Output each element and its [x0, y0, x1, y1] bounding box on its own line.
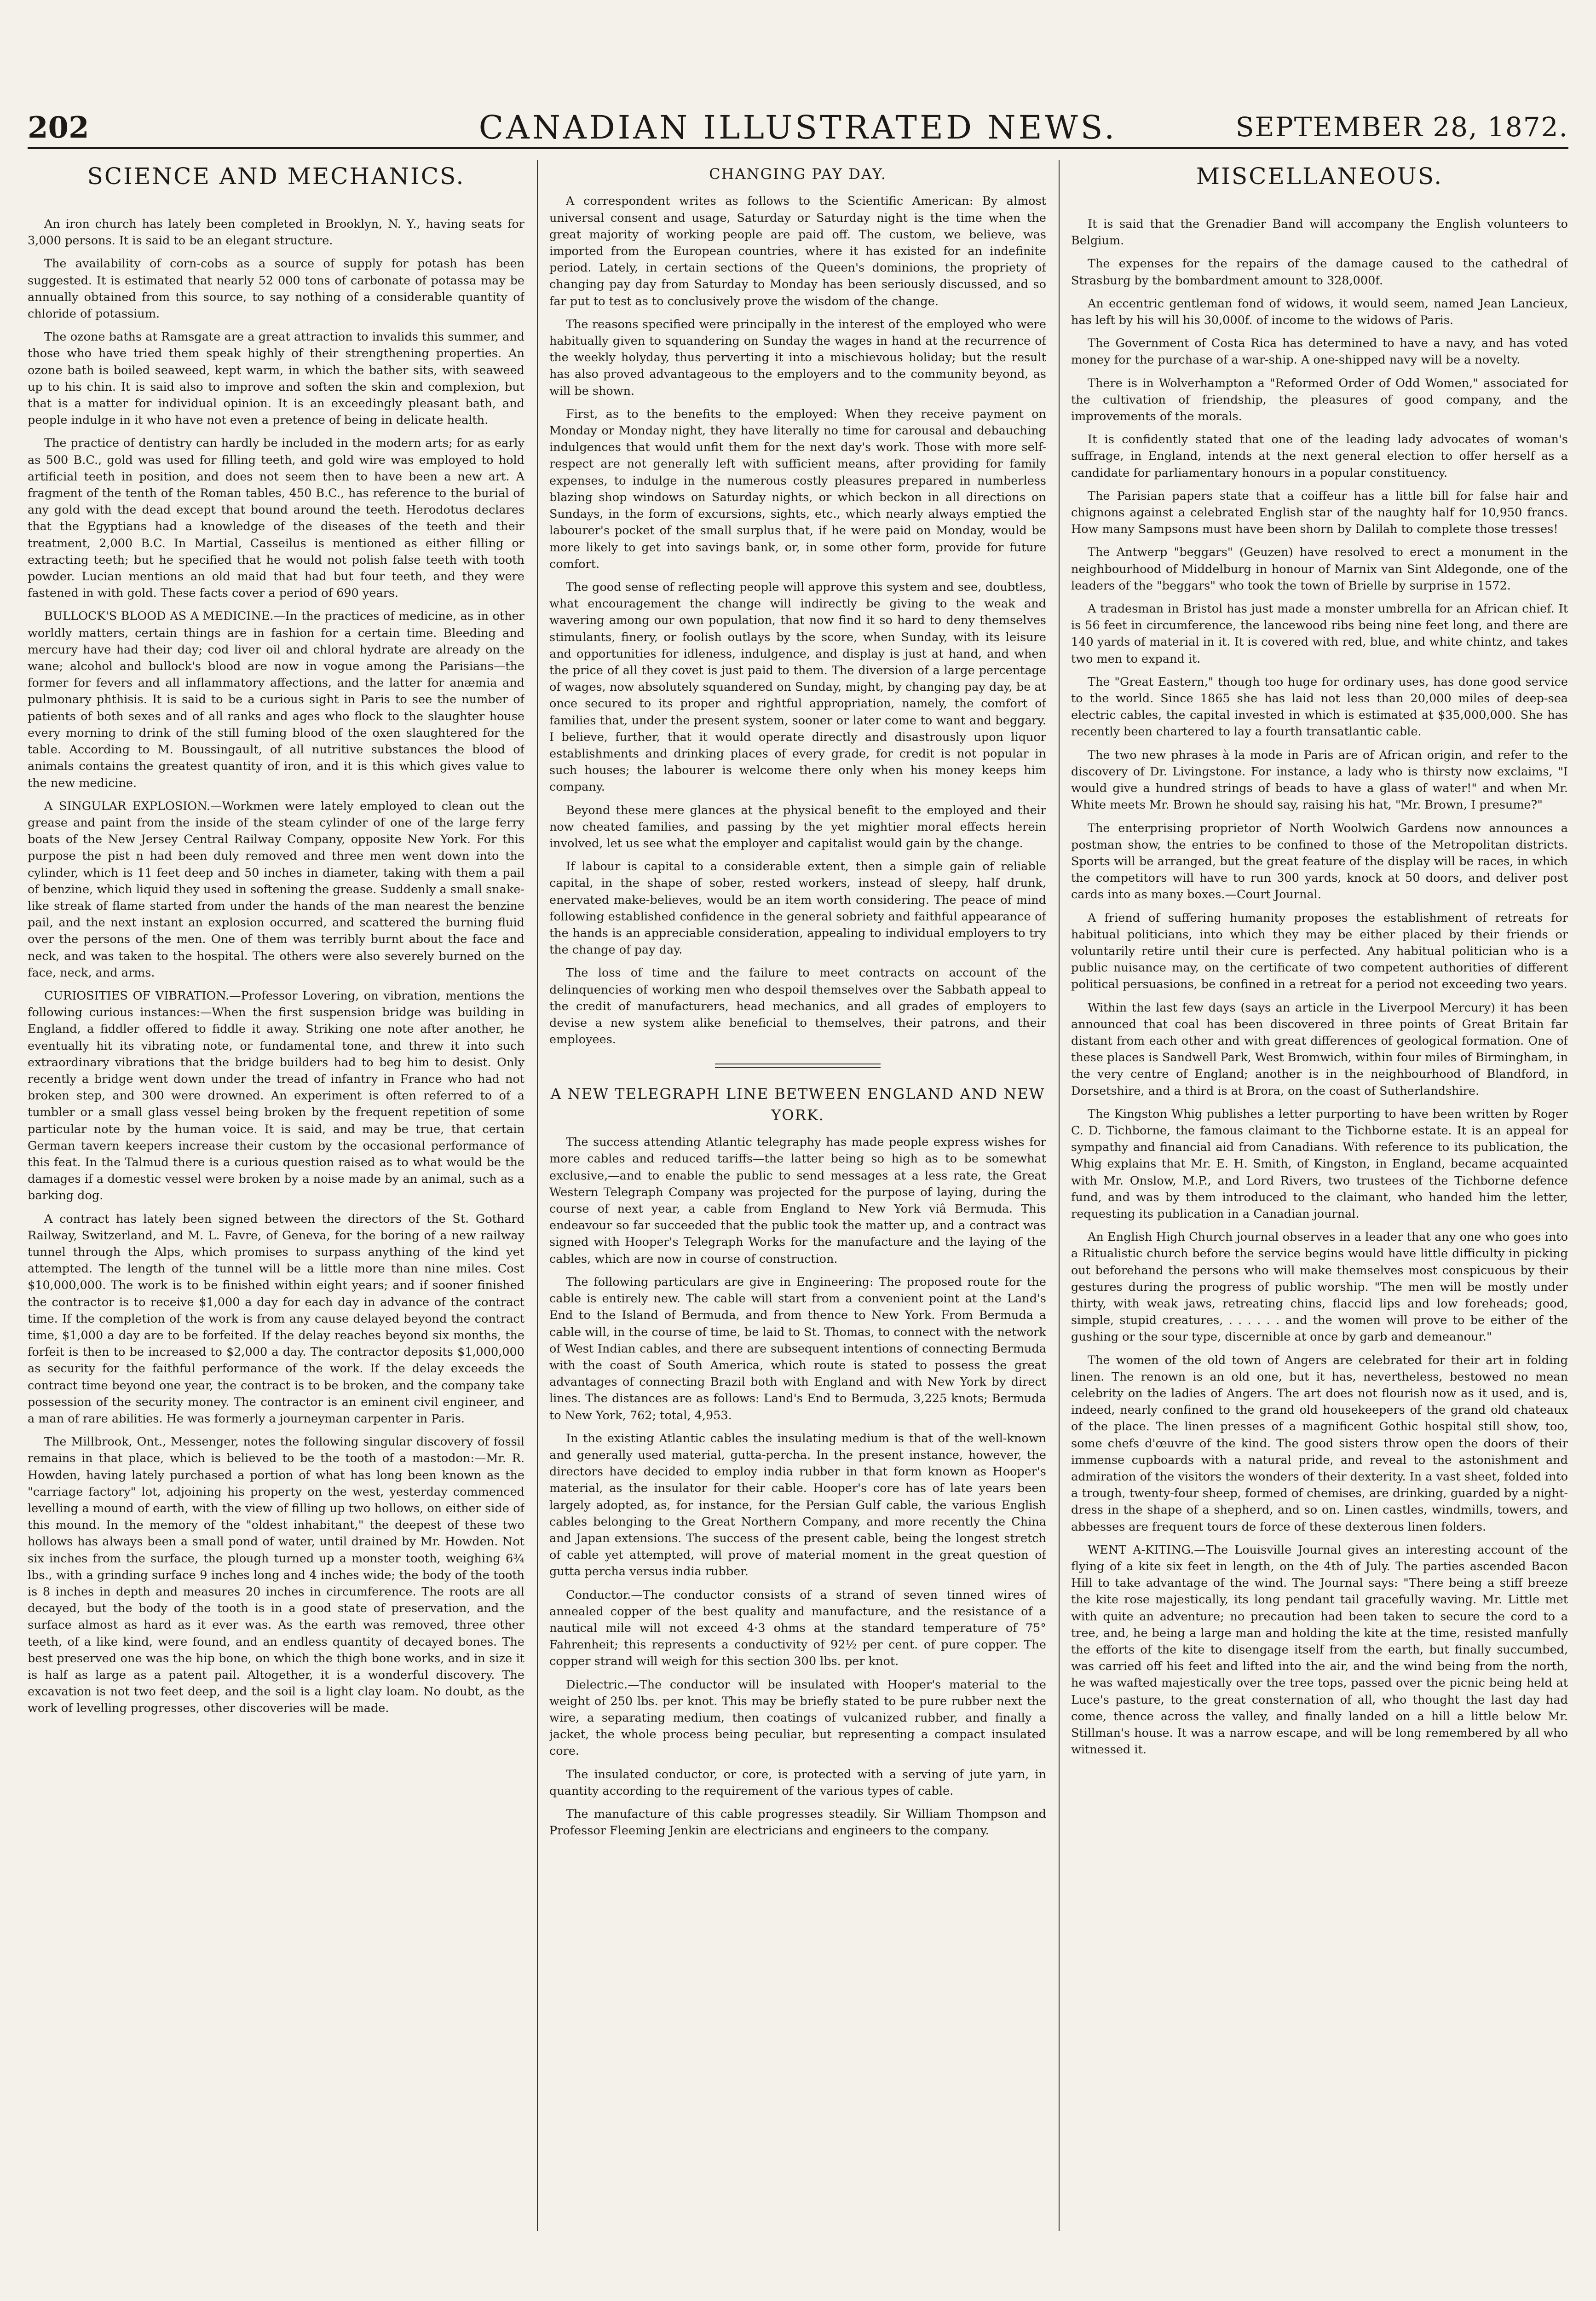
paragraph: The Millbrook, Ont., Messenger, notes the following singular discovery of fossil remains in that place, which is believed to be the tooth of a mastodon:—Mr. R. Howden, having lately purchased a portion of what has long been known as the "carriage factory" lot, adjoining his property on the west, yesterday commenced levelling a mound of earth, with the view of filling up two hollows, on either side of this mound. In the memory of the "oldest inhabitant," the deepest of these two hollows has always been a small pond of water, until drained by Mr. Howden. Not six inches from the surface, the plough turned up a monster tooth, weighing 6¾ lbs., with a grinding surface 9 inches long and 4 inches wide; the body of the tooth is 8 inches in depth and measures 20 inches in circumference. The roots are all decayed, but the body of the tooth is in a good state of preservation, and the surface almost as hard as it ever was. As the earth was removed, three other teeth, of a like kind, were found, and an endless quantity of decayed bones. The best preserved one was the hip bone, on which the thigh bone works, and in size it is half as large as a patent pail. Altogether, it is a wonderful discovery. The excavation is not two feet deep, and the soil is a light clay loam. No doubt, as the work of levelling progresses, other discoveries will be made. [28, 1435, 524, 1716]
column-science [28, 160, 524, 2231]
column-pay-day [549, 160, 1046, 2231]
paragraph: CURIOSITIES OF VIBRATION.—Professor Lovering, on vibration, mentions the following curious instances:—When the first suspension bridge was building in England, a fiddler offered to fiddle it away. Striking one note after another, he eventually hit its vibrating note, or fundamental tone, and threw it into such extraordinary vibrations that the bridge builders had to beg him to desist. Only recently a bridge went down under the tread of infantry in France who had not broken step, and 300 were drowned. An experiment is often referred to of a tumbler or a small glass vessel being broken by the frequent repetition of some particular note by the human voice. It is said, and may be true, that certain German tavern keepers increase their custom by the occasional performance of this feat. In the Talmud there is a curious question raised as to what would be the damages if a domestic vessel were broken by a noise made by an animal, such as a barking dog. [28, 989, 524, 1203]
paragraph: Dielectric.—The conductor will be insulated with Hooper's material to the weight of 250 lbs. per knot. This may be briefly stated to be pure rubber next the wire, a separating medium, then coatings of vulcanized rubber, and finally a jacket, the whole process being peculiar, but representing a compact insulated core. [549, 1677, 1046, 1758]
article-body [549, 1134, 1046, 1839]
paragraph: Conductor.—The conductor consists of a strand of seven tinned wires of annealed copper of the best quality and manufacture, and the resistance of a nautical mile will not exceed 4·3 ohms at the standard temperature of 75° Fahrenheit; this represents a conductivity of 92½ per cent. of pure copper. The copper strand will weigh for this section 300 lbs. per knot. [549, 1588, 1046, 1669]
paragraph: It is said that the Grenadier Band will accompany the English volunteers to Belgium. [1071, 217, 1568, 248]
paragraph: If labour is capital to a considerable extent, then a simple gain of reliable capital, in the shape of sober, rested workers, instead of sleepy, half drunk, enervated make-believes, would be an item worth considering. The peace of mind following established confidence in the general sobriety and faithful appearance of the hands is an appreciable consideration, appealing to individual employers to try the change of pay day. [549, 860, 1046, 957]
article-separator [715, 1064, 881, 1068]
paragraph: The Government of Costa Rica has determined to have a navy, and has voted money for the purchase of a war-ship. A one-shipped navy will be a novelty. [1071, 336, 1568, 367]
paragraph: The following particulars are give in Engineering: The proposed route for the cable is entirely new. The cable will start from a convenient point at the Land's End to the Island of Bermuda, and from thence to New York. From Bermuda a cable will, in the course of time, be laid to St. Thomas, to connect with the network of West Indian cables, and there are subsequent intentions of connecting Bermuda with the coast of South America, which route is stated to possess the great advantages of connecting Brazil both with England and with New York by direct lines. The distances are as follows: Land's End to Bermuda, 3,225 knots; Bermuda to New York, 762; total, 4,953. [549, 1275, 1046, 1422]
paragraph: The good sense of reflecting people will approve this system and see, doubtless, what encouragement the change will indirectly be giving to the weak and wavering among our own population, that now find it so hard to deny themselves stimulants, finery, or foolish outlays by the score, when Sunday, with its leisure and opportunities for idleness, indulgence, and display is just at hand, and when the price of all they covet is just paid to them. The diversion of a large percentage of wages, now absolutely squandered on Sunday, might, by changing pay day, be at once secured to its proper and rightful appropriation, namely, the comfort of families that, under the present system, sooner or later come to want and beggary. I believe, further, that it would operate directly and disastrously upon liquor establishments and drinking places of every grade, for credit is not popular in such houses; the labourer is welcome there only when his money keeps him company. [549, 580, 1046, 794]
article-body [549, 193, 1046, 1048]
page-number: 202 [28, 110, 89, 145]
paragraph: The Antwerp "beggars" (Geuzen) have resolved to erect a monument in the neighbourhood of Middelburg in honour of Marnix van Sint Aldegonde, one of the leaders of the "beggars" who took the town of Brielle by surprise in 1572. [1071, 545, 1568, 593]
paragraph: An iron church has lately been completed in Brooklyn, N. Y., having seats for 3,000 persons. It is said to be an elegant structure. [28, 217, 524, 248]
newspaper-page [28, 106, 1568, 2232]
section-heading: CHANGING PAY DAY. [709, 165, 887, 183]
paragraph: A friend of suffering humanity proposes the establishment of retreats for habitual politicians, into which they may be either placed by their friends or voluntarily retire until their cure is perfected. Any habitual politician who is a public nuisance may, on the certificate of two competent authorities of different political persuasions, be confined in a retreat for a period not exceeding two years. [1071, 911, 1568, 992]
paragraph: The Kingston Whig publishes a letter purporting to have been written by Roger C. D. Tichborne, the famous claimant to the Tichborne estate. It is an appeal for sympathy and financial aid from Canadians. With reference to its publication, the Whig explains that Mr. E. H. Smith, of Kingston, in England, became acquainted with Mr. Onslow, M.P., and Lord Rivers, two trustees of the Tichborne defence fund, and was by them introduced to the claimant, who handed him the letter, requesting its publication in a Canadian journal. [1071, 1107, 1568, 1221]
paragraph: The success attending Atlantic telegraphy has made people express wishes for more cables and reduced tariffs—the latter being so high as to be somewhat exclusive,—and to enable the public to send messages at a less rate, the Great Western Telegraph Company was projected for the purpose of laying, during the course of next year, a cable from England to New York viâ Bermuda. This endeavour so far succeeded that the public took the matter up, and a contract was signed with Hooper's Telegraph Works for the manufacture and the laying of the cables, which are now in course of construction. [549, 1135, 1046, 1266]
section-heading: SCIENCE AND MECHANICS. [87, 163, 465, 190]
paragraph: An English High Church journal observes in a leader that any one who goes into a Ritualistic church before the service begins would have little difficulty in picking out beforehand the persons who will make themselves most conspicuous by their gestures during the progress of public worship. "The men will be mostly under thirty, with weak jaws, retreating chins, flaccid lips and low foreheads; good, simple, stupid creatures, . . . . . . and the women will prove to be either of the gushing or the sour type, discernible at once by garb and demeanour." [1071, 1230, 1568, 1344]
paragraph: The Parisian papers state that a coiffeur has a little bill for false hair and chignons against a celebrated English star of the naughty half for 10,950 francs. How many Sampsons must have been shorn by Dalilah to complete those tresses! [1071, 489, 1568, 537]
article-body [28, 216, 524, 1717]
masthead [28, 106, 1568, 149]
section-heading: MISCELLANEOUS. [1196, 163, 1443, 190]
columns [28, 160, 1568, 2231]
section-subheading: A NEW TELEGRAPH LINE BETWEEN ENGLAND AND NEW YORK. [550, 1085, 1045, 1124]
paragraph: A tradesman in Bristol has just made a monster umbrella for an African chief. It is 56 feet in circumference, the lancewood ribs being nine feet long, and there are 140 yards of material in it. It is covered with red, blue, and white chintz, and takes two men to expand it. [1071, 602, 1568, 666]
article-body [1071, 216, 1568, 1758]
paragraph: The loss of time and the failure to meet contracts on account of the delinquencies of working men who despoil themselves over the Sabbath appeal to the credit of manufacturers, head mechanics, and all grades of employers to devise a new system alike beneficial to themselves, their patrons, and their employees. [549, 966, 1046, 1047]
paragraph: Within the last few days (says an article in the Liverpool Mercury) it has been announced that coal has been discovered in three points of Great Britain far distant from each other and with great differences of geological formation. One of these places is Sandwell Park, West Bromwich, within four miles of Birmingham, in the very centre of England; another is in the neighbourhood of Blandford, in Dorsetshire, and a third is at Brora, on the coast of Sutherlandshire. [1071, 1000, 1568, 1098]
newspaper-title: CANADIAN ILLUSTRATED NEWS. [478, 109, 1118, 146]
paragraph: WENT A-KITING.—The Louisville Journal gives an interesting account of the flying of a kite six feet in length, on the 4th of July. The parties ascended Bacon Hill to take advantage of the wind. The Journal says: "There being a stiff breeze the kite rose majestically, its long pendant tail gracefully waving. Mr. Little met with quite an adventure; no precaution had been taken to secure the cord to a tree, and, he being a large man and holding the kite at the time, resisted manfully the efforts of the kite to disengage itself from the earth, but finally succumbed, was carried off his feet and lifted into the air, and the wind being from the north, he was wafted majestically over the tree tops, passed over the picnic being held at Luce's pasture, to the great consternation of all, who thought the last day had come, thence across the valley, and finally landed on a hill a little below Mr. Stillman's house. It was a narrow escape, and will be long remembered by all who witnessed it. [1071, 1543, 1568, 1757]
paragraph: The practice of dentistry can hardly be included in the modern arts; for as early as 500 B.C., gold was used for filling teeth, and gold wire was employed to hold artificial teeth in position, and does not seem then to have been a new art. A fragment of the tenth of the Roman tables, 450 B.C., has reference to the burial of any gold with the dead except that bound around the teeth. Herodotus declares that the Egyptians had a knowledge of the diseases of the teeth and their treatment, 2,000 B.C. In Martial, Casseilus is mentioned as either filling or extracting teeth; but he specified that he would not polish false teeth with tooth powder. Lucian mentions an old maid that had but four teeth, and they were fastened in with gold. These facts cover a period of 690 years. [28, 436, 524, 601]
paragraph: The manufacture of this cable progresses steadily. Sir William Thompson and Professor Fleeming Jenkin are electricians and engineers to the company. [549, 1807, 1046, 1838]
paragraph: The ozone baths at Ramsgate are a great attraction to invalids this summer, and those who have tried them speak highly of their strengthening properties. An ozone bath is boiled seaweed, kept warm, in which the bather sits, with seaweed up to his chin. It is said also to improve and soften the skin and complexion, but that is a matter for individual opinion. It is an exceedingly pleasant bath, and people indulge in it who have not even a pretence of being in delicate health. [28, 330, 524, 428]
paragraph: In the existing Atlantic cables the insulating medium is that of the well-known and generally used material, gutta-percha. In the present instance, however, the directors have decided to employ india rubber in that form known as Hooper's material, as the insulator for their cable. Hooper's core has of late years been largely adopted, as, for instance, for the Persian Gulf cable, the various English cables belonging to the Great Northern Company, and more recently the China and Japan extensions. The success of the present cable, being the longest stretch of cable yet attempted, will prove of material moment in the great question of gutta percha versus india rubber. [549, 1431, 1046, 1579]
paragraph: The insulated conductor, or core, is protected with a serving of jute yarn, in quantity according to the requirement of the various types of cable. [549, 1767, 1046, 1798]
paragraph: A contract has lately been signed between the directors of the St. Gothard Railway, Switzerland, and M. L. Favre, of Geneva, for the boring of a new railway tunnel through the Alps, which promises to surpass anything of the kind yet attempted. The length of the tunnel will be a little more than nine miles. Cost $10,000,000. The work is to be finished within eight years; and if sooner finished the contractor is to receive $1,000 a day for each day in advance of the contract time. If the completion of the work is from any cause delayed beyond the contract time, $1,000 a day are to be forfeited. If the delay reaches beyond six months, the forfeit is then to be increased to $2,000 a day. The contractor deposits $1,000,000 as security for the faithful performance of the work. If the delay exceeds the contract time beyond one year, the contract is to be broken, and the company take possession of the security money. The contractor is an eminent civil engineer, and a man of rare abilities. He was formerly a journeyman carpenter in Paris. [28, 1212, 524, 1426]
paragraph: The reasons specified were principally in the interest of the employed who were habitually given to squandering on Sunday the wages in hand at the recurrence of the weekly holyday, thus perverting it into a mischievous holiday; but the result has also proved advantageous to the employers and to the community beyond, as will be shown. [549, 317, 1046, 398]
paragraph: The "Great Eastern," though too huge for ordinary uses, has done good service to the world. Since 1865 she has laid not less than 20,000 miles of deep-sea electric cables, the capital invested in which is estimated at $35,000,000. She has recently been chartered to lay a fourth transatlantic cable. [1071, 675, 1568, 739]
paragraph: The expenses for the repairs of the damage caused to the cathedral of Strasburg by the bombardment amount to 328,000f. [1071, 257, 1568, 288]
paragraph: First, as to the benefits to the employed: When they receive payment on Monday or Monday night, they have literally no time for carousal and debauching indulgences that would unfit them for the next day's work. Those with more self-respect are not generally left with sufficient means, after providing for family expenses, to indulge in the numerous costly pleasures prepared in numberless blazing shop windows on Saturday nights, or which beckon in all directions on Sundays, in the form of excursions, sights, etc., which nearly always emptied the labourer's pocket of the small surplus that, if he were paid on Monday, would be more likely to get into savings bank, or, in some other form, provide for future comfort. [549, 407, 1046, 571]
paragraph: It is confidently stated that one of the leading lady advocates of woman's suffrage, in England, intends at the next general election to offer herself as a candidate for parliamentary honours in a popular constituency. [1071, 433, 1568, 480]
paragraph: The availability of corn-cobs as a source of supply for potash has been suggested. It is estimated that nearly 52 000 tons of carbonate of potassa may be annually obtained from this source, to say nothing of a considerable quantity of chloride of potassium. [28, 257, 524, 321]
paragraph: A correspondent writes as follows to the Scientific American: By almost universal consent and usage, Saturday or Saturday night is the time when the great majority of working people are paid off. The custom, we believe, was imported from the European countries, where it has existed for an indefinite period. Lately, in certain sections of the Queen's dominions, the propriety of changing pay day from Saturday to Monday has been seriously discussed, and so far put to test as to conclusively prove the wisdom of the change. [549, 194, 1046, 308]
paragraph: The two new phrases à la mode in Paris are of African origin, and refer to the discovery of Dr. Livingstone. For instance, a lady who is thirsty now exclaims, "I would give a hundred strings of beads to have a glass of water!" and when Mr. White meets Mr. Brown he should say, raising his hat, "Mr. Brown, I presume?" [1071, 748, 1568, 812]
paragraph: An eccentric gentleman fond of widows, it would seem, named Jean Lancieux, has left by his will his 30,000f. of income to the widows of Paris. [1071, 296, 1568, 328]
paragraph: BULLOCK'S BLOOD AS A MEDICINE.—In the practices of medicine, as in other worldly matters, certain things are in fashion for a certain time. Bleeding and mercury have had their day; cod liver oil and chloral hydrate are already on the wane; alcohol and bullock's blood are now in vogue among the Parisians—the former for fevers and all inflammatory affections, and the latter for anæmia and pulmonary phthisis. It is said to be a curious sight in Paris to see the number of patients of both sexes and of all ranks and ages who flock to the slaughter house every morning to drink of the still fuming blood of the oxen slaughtered for the table. According to M. Boussingault, of all nutritive substances the blood of animals contains the greatest quantity of iron, and it is this which gives value to the new medicine. [28, 609, 524, 790]
column-miscellaneous [1071, 160, 1568, 2231]
column-divider [537, 160, 538, 2231]
column-divider [1059, 160, 1060, 2231]
paragraph: The women of the old town of Angers are celebrated for their art in folding linen. The renown is an old one, but it has, nevertheless, bestowed no mean celebrity on the ladies of Angers. The art does not flourish now as it used, and is, indeed, nearly confined to the grand old housekeepers of the grand old chateaux of the place. The linen presses of a magnificent Gothic hospital still show, too, some chefs d'œuvre of the kind. The good sisters throw open the doors of their immense cupboards with a natural pride, and reveal to the astonishment and admiration of the visitors the wonders of their dexterity. In a vast sheet, folded into a trough, twenty-four sheep, formed of chemises, are drinking, guarded by a night-dress in the shape of a shepherd, and so on. Linen castles, windmills, towers, and abbesses are frequent tours de force of these dexterous linen folders. [1071, 1353, 1568, 1534]
paragraph: Beyond these mere glances at the physical benefit to the employed and their now cheated families, and passing by the yet mightier moral effects herein involved, let us see what the employer and capitalist would gain by the change. [549, 803, 1046, 850]
paragraph: The enterprising proprietor of North Woolwich Gardens now announces a postman show, the entries to be confined to those of the Metropolitan districts. Sports will be arranged, but the great feature of the display will be races, in which the competitors will have to run 300 yards, knock at 50 doors, and deliver post cards into as many boxes.—Court Journal. [1071, 821, 1568, 902]
issue-date: SEPTEMBER 28, 1872. [1235, 111, 1568, 143]
paragraph: A SINGULAR EXPLOSION.—Workmen were lately employed to clean out the grease and paint from the inside of the steam cylinder of one of the large ferry boats of the New Jersey Central Railway Company, opposite New York. For this purpose the pist n had been duly removed and three men went down into the cylinder, which is 11 feet deep and 50 inches in diameter, taking with them a pail of benzine, which liquid they used in softening the grease. Suddenly a small snake-like streak of flame started from under the hands of the man nearest the benzine pail, and the next instant an explosion occurred, and scattered the burning fluid over the persons of the men. One of them was terribly burnt about the face and neck, and was taken to the hospital. The others were also severely burned on the face, neck, and arms. [28, 799, 524, 980]
paragraph: There is in Wolverhampton a "Reformed Order of Odd Women," associated for the cultivation of friendship, the pleasures of good company, and the improvements of the morals. [1071, 376, 1568, 424]
